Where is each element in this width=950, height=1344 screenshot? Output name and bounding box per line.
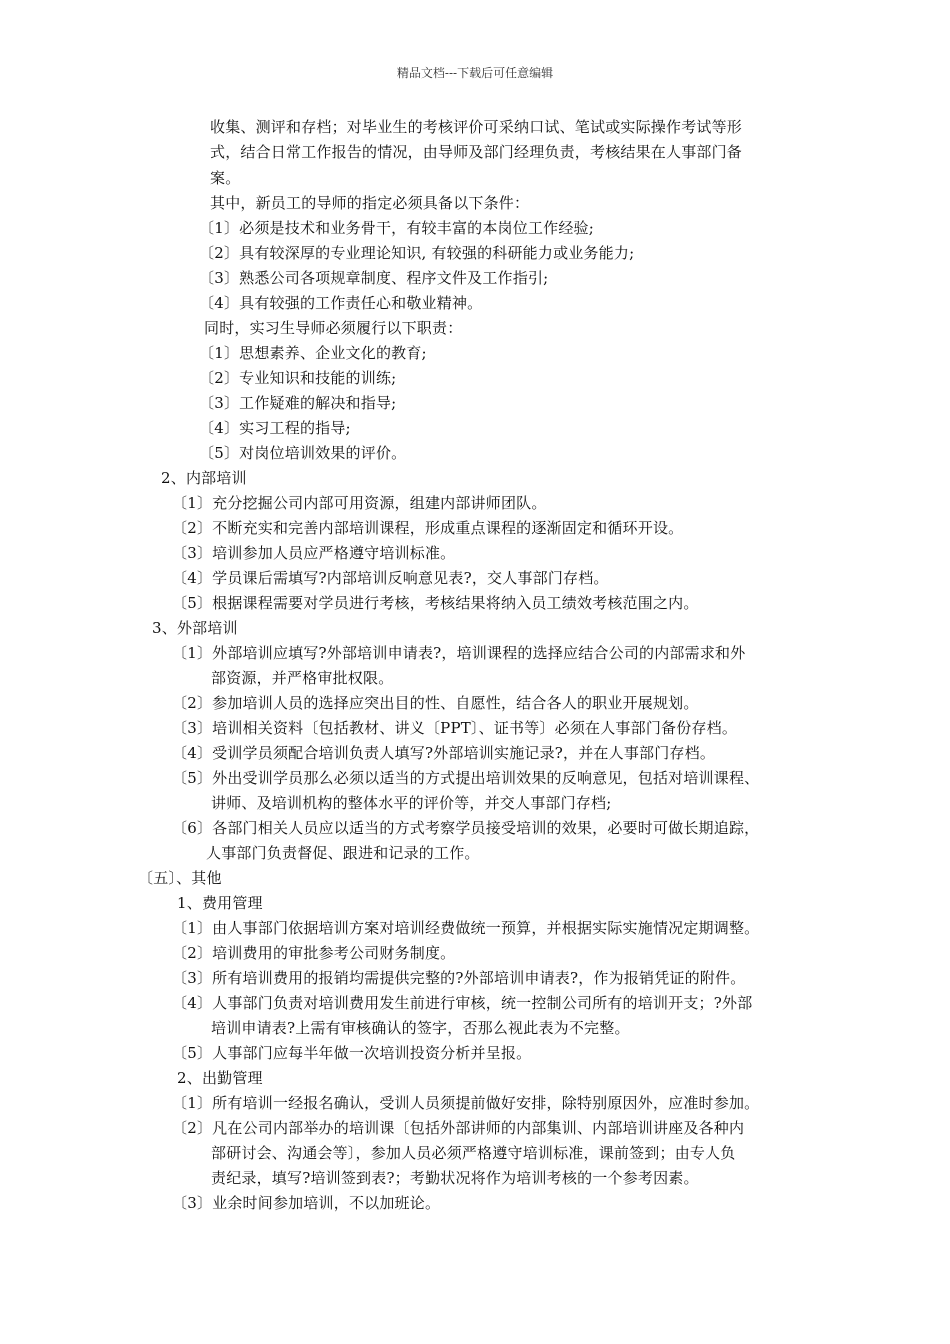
text-line: 3、外部培训: [152, 619, 238, 637]
text-line: 责纪录，填写?培训签到表?；考勤状况将作为培训考核的一个参考因素。: [211, 1169, 699, 1187]
text-line: 其中，新员工的导师的指定必须具备以下条件：: [210, 194, 530, 212]
text-line: 〔2〕培训费用的审批参考公司财务制度。: [172, 944, 456, 962]
text-line: 〔1〕由人事部门依据培训方案对培训经费做统一预算，并根据实际实施情况定期调整。: [172, 919, 760, 937]
text-line: 〔4〕实习工程的指导;: [199, 419, 351, 437]
text-line: 〔3〕工作疑难的解决和指导;: [199, 394, 397, 412]
text-line: 部资源，并严格审批权限。: [211, 669, 394, 687]
text-line: 〔3〕业余时间参加培训，不以加班论。: [172, 1194, 441, 1212]
page-header: 精品文档---下载后可任意编辑: [396, 66, 554, 80]
text-line: 〔1〕外部培训应填写?外部培训申请表?，培训课程的选择应结合公司的内部需求和外: [172, 644, 746, 662]
text-line: 〔3〕熟悉公司各项规章制度、程序文件及工作指引;: [199, 269, 549, 287]
text-line: 〔2〕凡在公司内部举办的培训课〔包括外部讲师的内部集训、内部培训讲座及各种内: [172, 1119, 745, 1137]
text-line: 1、费用管理: [177, 894, 263, 912]
text-line: 〔1〕所有培训一经报名确认，受训人员须提前做好安排，除特别原因外，应准时参加。: [172, 1094, 760, 1112]
text-line: 2、内部培训: [161, 469, 247, 487]
text-line: 人事部门负责督促、跟进和记录的工作。: [206, 844, 480, 862]
text-line: 式，结合日常工作报告的情况，由导师及部门经理负责，考核结果在人事部门备: [210, 143, 743, 161]
text-line: 〔4〕学员课后需填写?内部培训反响意见表?，交人事部门存档。: [172, 569, 609, 587]
text-line: 〔4〕具有较强的工作责任心和敬业精神。: [199, 294, 483, 312]
text-line: 〔5〕人事部门应每半年做一次培训投资分析并呈报。: [172, 1044, 532, 1062]
text-line: 培训申请表?上需有审核确认的签字，否那么视此表为不完整。: [211, 1019, 630, 1037]
text-line: 〔4〕人事部门负责对培训费用发生前进行审核，统一控制公司所有的培训开支；?外部: [172, 994, 753, 1012]
text-line: 〔2〕具有较深厚的专业理论知识, 有较强的科研能力或业务能力;: [199, 244, 635, 262]
text-line: 同时，实习生导师必须履行以下职责：: [204, 319, 463, 337]
text-line: 〔2〕参加培训人员的选择应突出目的性、自愿性，结合各人的职业开展规划。: [172, 694, 699, 712]
text-line: 部研讨会、沟通会等〕，参加人员必须严格遵守培训标准，课前签到；由专人负: [211, 1144, 736, 1162]
text-line: 2、出勤管理: [177, 1069, 263, 1087]
text-line: 〔3〕培训相关资料〔包括教材、讲义〔PPT〕、证书等〕必须在人事部门备份存档。: [172, 719, 738, 737]
text-line: 〔1〕思想素养、企业文化的教育;: [199, 344, 427, 362]
text-line: 〔2〕专业知识和技能的训练;: [199, 369, 397, 387]
text-line: 〔5〕外出受训学员那么必须以适当的方式提出培训效果的反响意见，包括对培训课程、: [172, 769, 760, 787]
text-line: 〔4〕受训学员须配合培训负责人填写?外部培训实施记录?，并在人事部门存档。: [172, 744, 716, 762]
text-line: 〔3〕所有培训费用的报销均需提供完整的?外部培训申请表?，作为报销凭证的附件。: [172, 969, 746, 987]
text-line: 〔3〕培训参加人员应严格遵守培训标准。: [172, 544, 456, 562]
text-line: 讲师、及培训机构的整体水平的评价等，并交人事部门存档;: [211, 794, 612, 812]
text-line: 案。: [210, 169, 241, 187]
text-line: 收集、测评和存档；对毕业生的考核评价可采纳口试、笔试或实际操作考试等形: [210, 118, 743, 136]
text-line: 〔5〕对岗位培训效果的评价。: [199, 444, 407, 462]
text-line: 〔6〕各部门相关人员应以适当的方式考察学员接受培训的效果，必要时可做长期追踪，: [172, 819, 760, 837]
text-line: 〔5〕根据课程需要对学员进行考核，考核结果将纳入员工绩效考核范围之内。: [172, 594, 699, 612]
text-line: 〔五〕、其他: [138, 869, 222, 887]
text-line: 〔1〕必须是技术和业务骨干，有较丰富的本岗位工作经验;: [199, 219, 594, 237]
text-line: 〔2〕不断充实和完善内部培训课程，形成重点课程的逐渐固定和循环开设。: [172, 519, 684, 537]
text-line: 〔1〕充分挖掘公司内部可用资源，组建内部讲师团队。: [172, 494, 547, 512]
